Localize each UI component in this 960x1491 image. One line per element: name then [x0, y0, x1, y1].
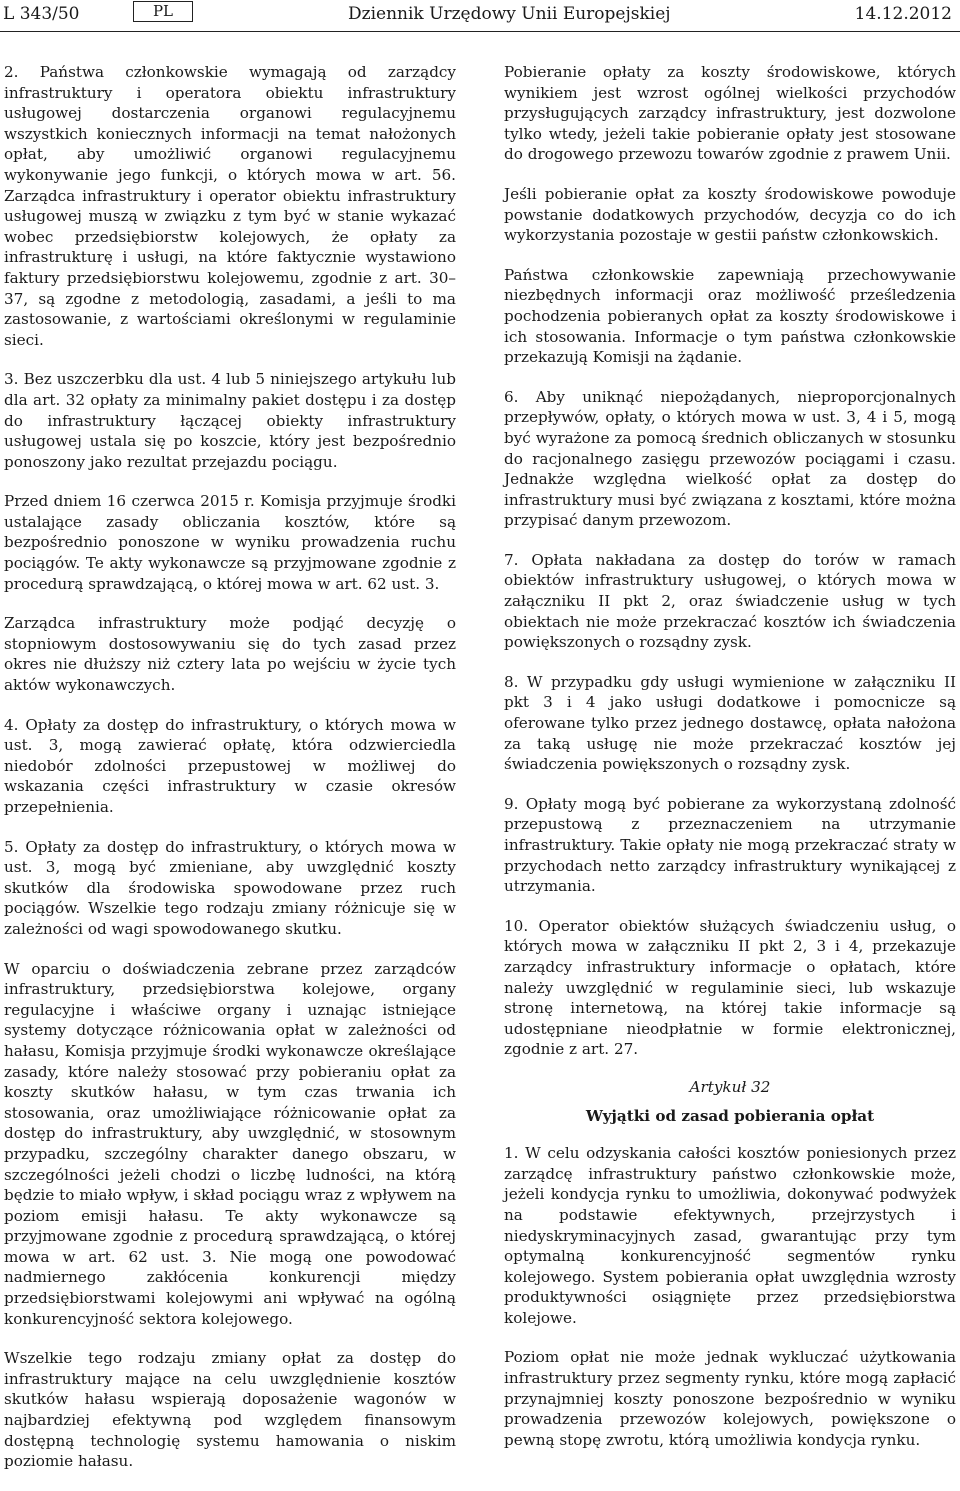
- article-paragraph-1-level: Poziom opłat nie może jednak wykluczać użytkowania infrastruktury przez segmenty rynku, które mogą zapłacić przynajmniej koszty ponoszone bezpośrednio w wyniku prowadzenia przewozów kolejowych, powiększone o pewną stopę zwrotu, którą umożliwia kondycja rynku.: [504, 1348, 956, 1449]
- journal-title: Dziennik Urzędowy Unii Europejskiej: [348, 4, 671, 24]
- right-column: [504, 62, 956, 1469]
- paragraph-9: 9. Opłaty mogą być pobierane za wykorzystaną zdolność przepustową z przeznaczeniem na utrzymanie infrastruktury. Takie opłaty nie mogą przekraczać straty w przychodach netto zarządcy infrastruktury wynikającej z utrzymania.: [504, 794, 956, 896]
- paragraph-5-noise: W oparciu o doświadczenia zebrane przez zarządców infrastruktury, przedsiębiorstwa kolejowe, organy regulacyjne i właściwe organy i uznając istniejące systemy dotyczące różnicowania opłat w zależności od hałasu, Komisja przyjmuje środki wykonawcze określające zasady, które należy stosować przy pobieraniu opłat za koszty skutków hałasu, w tym czas trwania ich stosowania, oraz umożliwiające różnicowanie opłat za dostęp do infrastruktury, aby uwzględnić, w stosownym przypadku, szczególny charakter danego obszaru, w szczególności jeżeli chodzi o liczbę ludności, na którą będzie to miało wpływ, i skład pociągu wraz z wpływem na poziom emisji hałasu. Te akty wykonawcze są przyjmowane zgodnie z procedurą sprawdzającą, o której mowa w art. 62 ust. 3. Nie mogą one powodować nadmiernego zakłócenia konkurencji między przedsiębiorstwami kolejowymi ani wpływać na ogólną konkurencyjność sektora kolejowego.: [4, 959, 456, 1328]
- paragraph-4: 4. Opłaty za dostęp do infrastruktury, o których mowa w ust. 3, mogą zawierać opłatę, która odzwierciedla niedobór zdolności przepustowej w możliwej do wskazania części infrastruktury w czasie okresów przepełnienia.: [4, 715, 456, 816]
- paragraph-3-transition: Zarządca infrastruktury może podjąć decyzję o stopniowym dostosowywaniu się do tych zasad przez okres nie dłuższy niż cztery lata po wejściu w życie tych aktów wykonawczych.: [4, 614, 456, 695]
- paragraph-7: 7. Opłata nakładana za dostęp do torów w ramach obiektów infrastruktury usługowej, o których mowa w załączniku II pkt 2, oraz świadczenie usług w tych obiektach nie może przekraczać kosztów ich świadczenia powiększonych o rozsądny zysk.: [504, 550, 956, 652]
- paragraph-additional-revenue: Jeśli pobieranie opłat za koszty środowiskowe powoduje powstanie dodatkowych przychodów, decyzja co do ich wykorzystania pozostaje w gestii państw członkowskich.: [504, 184, 956, 245]
- paragraph-6: 6. Aby uniknąć niepożądanych, nieproporcjonalnych przepływów, opłaty, o których mowa w ust. 3, 4 i 5, mogą być wyrażone za pomocą średnich obliczanych w stosunku do racjonalnego zasięgu przewozów pociągami i czasu. Jednakże względna wielkość opłat za dostęp do infrastruktury musi być związana z kosztami, które można przypisać danym przewozom.: [504, 387, 956, 530]
- article-title: Wyjątki od zasad pobierania opłat: [585, 1106, 875, 1125]
- paragraph-3-implementing: Przed dniem 16 czerwca 2015 r. Komisja przyjmuje środki ustalające zasady obliczania kosztów, które są bezpośrednio ponoszone w wyniku prowadzenia ruchu pociągów. Te akty wykonawcze są przyjmowane zgodnie z procedurą sprawdzającą, o której mowa w art. 62 ust. 3.: [4, 492, 456, 593]
- left-column: [4, 62, 456, 1491]
- paragraph-10: 10. Operator obiektów służących świadczeniu usług, o których mowa w załączniku II pkt 2, 3 i 4, przekazuje zarządcy infrastruktury informacje o opłatach, które należy uwzględnić w regulaminie sieci, lub wskazuje stronę internetową, na której takie informacje są udostępniane nieodpłatnie w formie elektronicznej, zgodnie z art. 27.: [504, 916, 956, 1059]
- article-number: Artykuł 32: [689, 1077, 771, 1096]
- paragraph-environmental-revenue: Pobieranie opłaty za koszty środowiskowe, których wynikiem jest wzrost ogólnej wielkości przychodów przysługujących zarządcy infrastruktury, jest dozwolone tylko wtedy, jeżeli takie pobieranie opłaty jest stosowane do drogowego przewozu towarów zgodnie z prawem Unii.: [504, 63, 956, 164]
- article-paragraph-1: 1. W celu odzyskania całości kosztów poniesionych przez zarządcę infrastruktury państwo członkowskie może, jeżeli kondycja rynku to umożliwia, dokonywać podwyżek na podstawie efektywnych, przejrzystych i niedyskryminacyjnych zasad, gwarantując przy tym optymalną konkurencyjność segmentów rynku kolejowego. System pobierania opłat uwzględnia wzrosty produktywności osiągnięte przez przedsiębiorstwa kolejowe.: [504, 1144, 956, 1327]
- page-number: L 343/50: [3, 4, 80, 24]
- paragraph-5-retrofit: Wszelkie tego rodzaju zmiany opłat za dostęp do infrastruktury mające na celu uwzględnienie kosztów skutków hałasu wspierają doposażenie wagonów w najbardziej efektywną pod względem finansowym dostępną technologię systemu hamowania o niskim poziomie hałasu.: [4, 1349, 456, 1471]
- paragraph-traceability: Państwa członkowskie zapewniają przechowywanie niezbędnych informacji oraz możliwość prześledzenia pochodzenia pobieranych opłat za koszty środowiskowe i ich stosowania. Informacje o tym państwa członkowskie przekazują Komisji na żądanie.: [504, 265, 956, 367]
- paragraph-8: 8. W przypadku gdy usługi wymienione w załączniku II pkt 3 i 4 jako usługi dodatkowe i pomocnicze są oferowane tylko przez jednego dostawcę, opłata nałożona za taką usługę nie może przekraczać kosztów jej świadczenia powiększonych o rozsądny zysk.: [504, 672, 956, 774]
- paragraph-3: 3. Bez uszczerbku dla ust. 4 lub 5 niniejszego artykułu lub dla art. 32 opłaty za minimalny pakiet dostępu i za dostęp do infrastruktury łączącej obiekty infrastruktury usługowej ustala się po koszcie, który jest bezpośrednio ponoszony jako rezultat przejazdu pociągu.: [4, 370, 456, 471]
- paragraph-2: 2. Państwa członkowskie wymagają od zarządcy infrastruktury i operatora obiektu infrastruktury usługowej dostarczenia organowi regulacyjnemu wszystkich koniecznych informacji na temat nałożonych opłat, aby umożliwić organowi regulacyjnemu wykonywanie jego funkcji, o których mowa w art. 56. Zarządca infrastruktury i operator obiektu infrastruktury usługowej muszą w związku z tym być w stanie wykazać wobec przedsiębiorstw kolejowych, że opłaty za infrastrukturę i usługi, na które faktycznie wystawiono faktury przedsiębiorstwu kolejowemu, zgodnie z art. 30–37, są zgodne z metodologią, zasadami, a jeśli to ma zastosowanie, z wartościami określonymi w regulaminie sieci.: [4, 63, 456, 349]
- paragraph-5: 5. Opłaty za dostęp do infrastruktury, o których mowa w ust. 3, mogą być zmieniane, aby uwzględnić koszty skutków dla środowiska spowodowane przez ruch pociągów. Wszelkie tego rodzaju zmiany różnicuje się w zależności od wagi spowodowanego skutku.: [4, 837, 456, 938]
- language-badge: PL: [133, 1, 193, 22]
- publication-date: 14.12.2012: [854, 4, 952, 24]
- header-divider: [0, 31, 960, 32]
- page-header: [0, 0, 960, 34]
